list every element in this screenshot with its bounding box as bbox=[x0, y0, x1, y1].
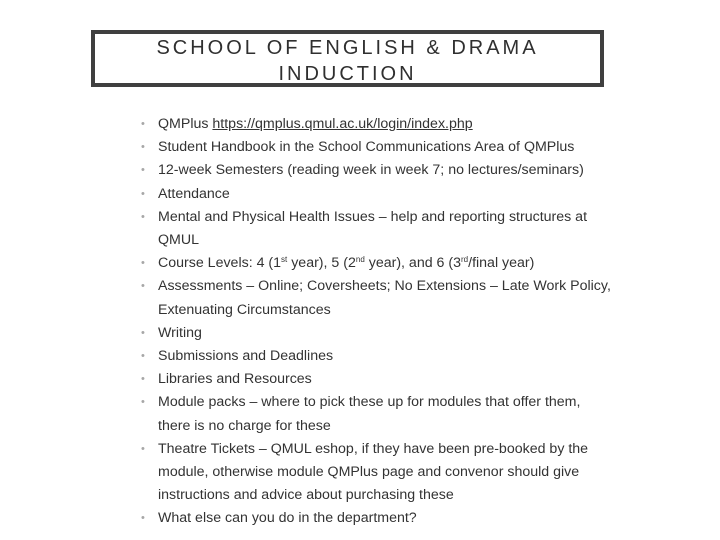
bullet-item-health bbox=[141, 206, 701, 252]
course-text-c: year), and 6 (3 bbox=[364, 255, 461, 272]
bullet-icon: • bbox=[141, 280, 145, 293]
bullet-text: Assessments – Online; Coversheets; No Extensions – Late Work Policy, bbox=[158, 278, 611, 295]
bullet-item-course-levels bbox=[141, 252, 701, 275]
bullet-text: Module packs – where to pick these up for modules that offer them, bbox=[158, 394, 581, 411]
bullet-icon: • bbox=[141, 118, 145, 130]
bullet-text: Theatre Tickets – QMUL eshop, if they have been pre-booked by the bbox=[158, 440, 589, 457]
bullet-item-handbook bbox=[141, 136, 701, 159]
qmplus-label: QMPlus bbox=[158, 116, 213, 132]
slide-title: SCHOOL OF ENGLISH & DRAMA bbox=[156, 37, 539, 59]
bullet-item-submissions bbox=[141, 345, 701, 368]
bullet-icon: • bbox=[141, 210, 145, 223]
bullet-item-theatre-tickets bbox=[141, 438, 701, 508]
bullet-list bbox=[141, 113, 701, 531]
bullet-icon: • bbox=[141, 350, 145, 363]
course-text-b: year), 5 (2 bbox=[287, 255, 356, 272]
bullet-item-assessments bbox=[141, 275, 701, 321]
course-text-d: /final year) bbox=[468, 255, 535, 272]
ordinal-nd: nd bbox=[355, 255, 365, 265]
bullet-text: Writing bbox=[158, 324, 202, 341]
bullet-text: Student Handbook in the School Communications Area of QMPlus bbox=[158, 139, 575, 156]
title-box bbox=[91, 30, 604, 87]
bullet-text: 12-week Semesters (reading week in week 7; no lectures/seminars) bbox=[158, 162, 584, 179]
bullet-icon: • bbox=[141, 512, 145, 525]
bullet-icon: • bbox=[141, 141, 145, 154]
bullet-text: Mental and Physical Health Issues – help and reporting structures at bbox=[158, 208, 588, 225]
bullet-text-cont: instructions and advice about purchasing these bbox=[158, 487, 454, 504]
bullet-icon: • bbox=[141, 187, 145, 200]
bullet-item-qmplus bbox=[141, 113, 701, 136]
bullet-icon: • bbox=[141, 442, 145, 455]
bullet-text: Libraries and Resources bbox=[158, 371, 312, 388]
bullet-text: What else can you do in the department? bbox=[158, 510, 417, 527]
bullet-item-attendance bbox=[141, 183, 701, 206]
bullet-icon: • bbox=[141, 326, 145, 339]
bullet-text-cont: there is no charge for these bbox=[158, 417, 331, 434]
bullet-item-writing bbox=[141, 322, 701, 345]
course-text-a: Course Levels: 4 (1 bbox=[158, 255, 282, 272]
bullet-item-libraries bbox=[141, 368, 701, 391]
bullet-item-semesters bbox=[141, 159, 701, 182]
bullet-text-cont: QMUL bbox=[158, 232, 199, 249]
ordinal-rd: rd bbox=[461, 255, 469, 265]
bullet-text-cont: Extenuating Circumstances bbox=[158, 301, 331, 318]
bullet-icon: • bbox=[141, 257, 145, 270]
qmplus-link[interactable]: https://qmplus.qmul.ac.uk/login/index.php bbox=[212, 116, 473, 132]
bullet-icon: • bbox=[141, 164, 145, 177]
ordinal-st: st bbox=[281, 255, 288, 265]
slide-subtitle: INDUCTION bbox=[278, 63, 417, 85]
bullet-icon: • bbox=[141, 373, 145, 386]
bullet-text: Submissions and Deadlines bbox=[158, 348, 334, 365]
bullet-text: Attendance bbox=[158, 185, 230, 202]
bullet-item-module-packs bbox=[141, 391, 701, 437]
bullet-icon: • bbox=[141, 396, 145, 409]
bullet-item-department bbox=[141, 507, 701, 530]
bullet-text-cont: module, otherwise module QMPlus page and convenor should give bbox=[158, 464, 580, 481]
